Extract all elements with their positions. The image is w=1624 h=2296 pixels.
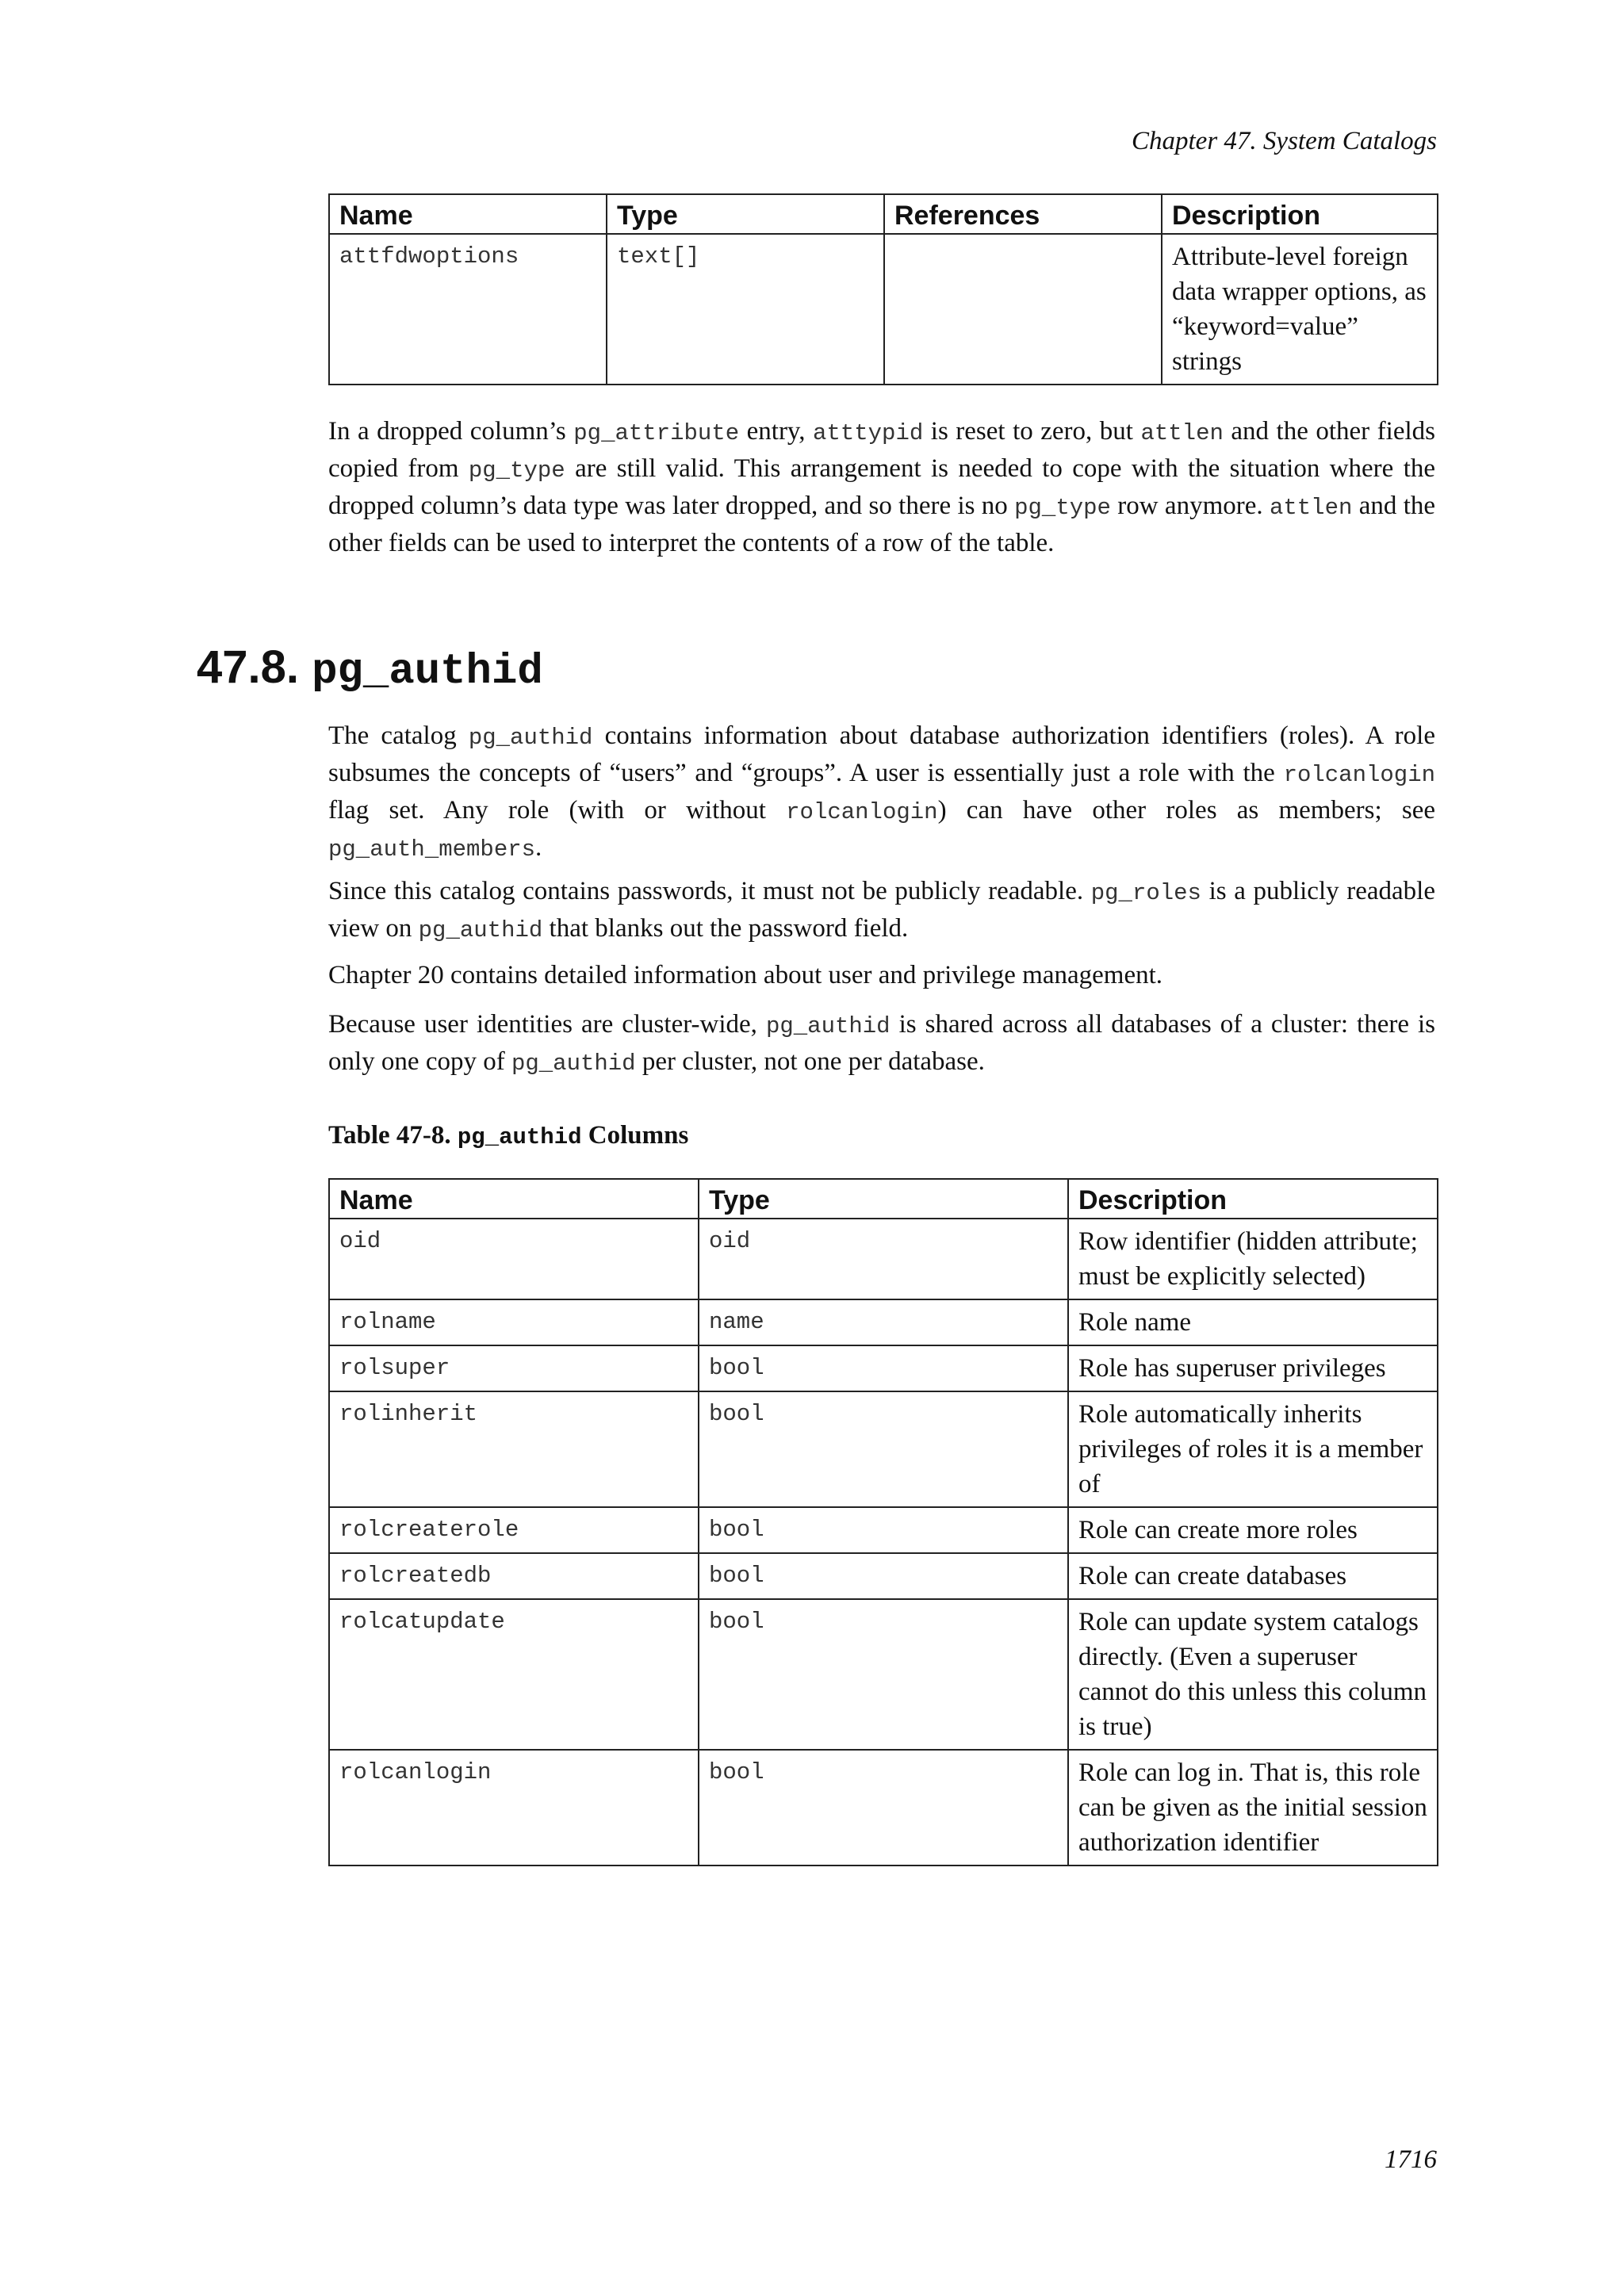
cell-description: Role has superuser privileges — [1068, 1345, 1438, 1391]
cell-description: Role can update system catalogs directly. (Even a superuser cannot do this unless this column is true) — [1068, 1599, 1438, 1750]
table-row — [329, 1507, 1438, 1553]
table-row — [329, 1553, 1438, 1599]
cell-description: Role can create more roles — [1068, 1507, 1438, 1553]
column-header-description: Description — [1068, 1179, 1438, 1219]
section-title: pg_authid — [312, 648, 543, 696]
intro-paragraph: The catalog pg_authid contains information about database authorization identifiers (roles). A role subsumes the concepts of “users” and “groups”. A user is essentially just a role with the rolcanlogin flag set. Any role (with or without rolcanlogin) can have other roles as members; see pg_auth_members. — [328, 721, 1435, 863]
cell-name: attfdwoptions — [329, 234, 607, 385]
pg-auth-members-link[interactable]: pg_auth_members — [328, 836, 536, 863]
table-row — [329, 1299, 1438, 1345]
chapter-reference-paragraph: Chapter 20 contains detailed information about user and privilege management. — [328, 961, 1163, 989]
table-row — [329, 1345, 1438, 1391]
cell-references — [884, 234, 1162, 385]
table-row — [329, 1219, 1438, 1299]
table-row — [329, 1599, 1438, 1750]
cell-description: Role can create databases — [1068, 1553, 1438, 1599]
cell-name: rolcanlogin — [329, 1750, 699, 1866]
cell-name: rolinherit — [329, 1391, 699, 1507]
running-header: Chapter 47. System Catalogs — [1132, 127, 1437, 155]
cell-type: bool — [699, 1391, 1068, 1507]
authid-columns-table — [328, 1178, 1438, 1866]
cell-type: bool — [699, 1507, 1068, 1553]
dropped-column-paragraph: In a dropped column’s pg_attribute entry, atttypid is reset to zero, but attlen and the other fields copied from pg_type are still valid. This arrangement is needed to cope with the situation where the dropped column’s data type was later dropped, and so there is no pg_type row anymore. attlen and the other fields can be used to interpret the contents of a row of the table. — [328, 417, 1436, 557]
page-number: 1716 — [1385, 2145, 1437, 2174]
table-header-row — [329, 1179, 1438, 1219]
section-number: 47.8. — [197, 641, 299, 693]
pg-roles-link[interactable]: pg_roles — [1090, 880, 1201, 906]
cell-description: Attribute-level foreign data wrapper options, as “keyword=value” strings — [1162, 234, 1438, 385]
column-header-references: References — [884, 194, 1162, 234]
table-row — [329, 1750, 1438, 1866]
cell-type: bool — [699, 1345, 1068, 1391]
cell-type: bool — [699, 1599, 1068, 1750]
column-header-description: Description — [1162, 194, 1438, 234]
column-header-type: Type — [699, 1179, 1068, 1219]
cell-name: rolcreaterole — [329, 1507, 699, 1553]
cell-description: Role can log in. That is, this role can be given as the initial session authorization identifier — [1068, 1750, 1438, 1866]
table-header-row — [329, 194, 1438, 234]
cell-description: Role name — [1068, 1299, 1438, 1345]
cell-type: name — [699, 1299, 1068, 1345]
cell-name: rolsuper — [329, 1345, 699, 1391]
cell-name: oid — [329, 1219, 699, 1299]
cell-description: Role automatically inherits privileges of roles it is a member of — [1068, 1391, 1438, 1507]
table-caption: Table 47-8. pg_authid Columns — [328, 1121, 689, 1150]
cell-name: rolname — [329, 1299, 699, 1345]
cell-description: Row identifier (hidden attribute; must be explicitly selected) — [1068, 1219, 1438, 1299]
cell-type: bool — [699, 1750, 1068, 1866]
column-header-name: Name — [329, 1179, 699, 1219]
column-header-type: Type — [607, 194, 884, 234]
cell-name: rolcatupdate — [329, 1599, 699, 1750]
section-heading — [197, 641, 543, 696]
attribute-columns-table — [328, 193, 1438, 385]
table-row — [329, 1391, 1438, 1507]
cell-name: rolcreatedb — [329, 1553, 699, 1599]
password-paragraph: Since this catalog contains passwords, it must not be publicly readable. pg_roles is a publicly readable view on pg_authid that blanks out the password field. — [328, 877, 1435, 943]
table-row — [329, 234, 1438, 385]
cell-type: bool — [699, 1553, 1068, 1599]
cell-type: oid — [699, 1219, 1068, 1299]
cluster-paragraph: Because user identities are cluster-wide, pg_authid is shared across all databases of a cluster: there is only one copy of pg_authid per cluster, not one per database. — [328, 1010, 1435, 1077]
cell-type: text[] — [607, 234, 884, 385]
column-header-name: Name — [329, 194, 607, 234]
